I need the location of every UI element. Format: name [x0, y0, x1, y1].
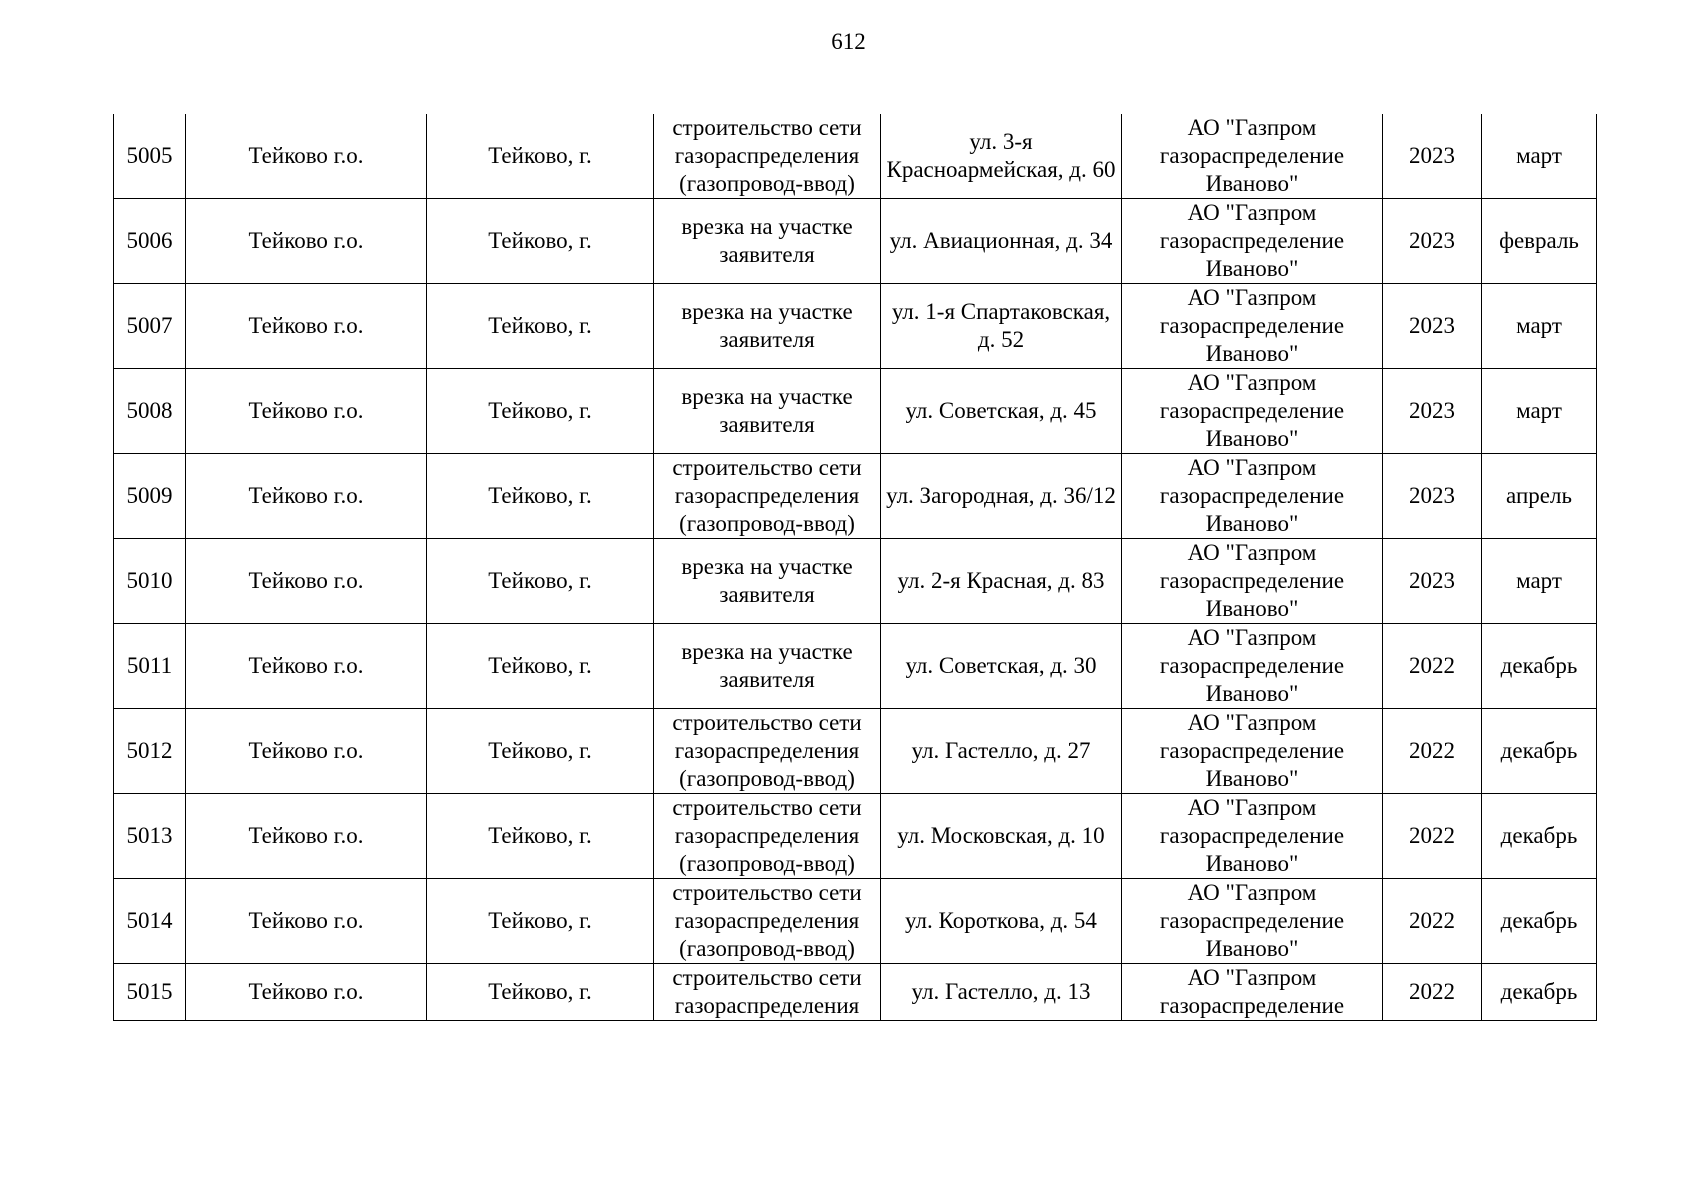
table-row: [114, 709, 1597, 794]
organization-cell-text: АО "Газпром газораспределение Иваново": [1159, 625, 1345, 706]
row-number-cell-text: 5013: [126, 823, 173, 848]
district-cell: [186, 369, 427, 454]
work-type-cell-text: врезка на участке заявителя: [681, 384, 853, 437]
work-type-cell-text: строительство сети газораспределения: [672, 965, 862, 1018]
year-cell-text: 2022: [1409, 823, 1455, 848]
row-number-cell-text: 5012: [126, 738, 173, 763]
district-cell: [186, 199, 427, 284]
row-number-cell-text: 5011: [126, 653, 173, 678]
address-cell-text: ул. Авиационная, д. 34: [889, 228, 1113, 253]
address-cell-text: ул. Гастелло, д. 13: [911, 979, 1091, 1004]
work-type-cell: [654, 114, 881, 199]
district-cell: [186, 879, 427, 964]
row-number-cell: [114, 964, 186, 1021]
table-row: [114, 879, 1597, 964]
month-cell-text: февраль: [1499, 228, 1579, 253]
district-cell: [186, 624, 427, 709]
address-cell-text: ул. Загородная, д. 36/12: [886, 483, 1116, 508]
locality-cell: [427, 879, 654, 964]
table-row: [114, 284, 1597, 369]
month-cell: [1482, 114, 1597, 199]
year-cell: [1383, 539, 1482, 624]
locality-cell: [427, 369, 654, 454]
table-row: [114, 964, 1597, 1021]
work-type-cell-text: строительство сети газораспределения (газопровод-ввод): [672, 795, 862, 876]
row-number-cell: [114, 879, 186, 964]
month-cell-text: декабрь: [1500, 979, 1578, 1004]
row-number-cell-text: 5009: [126, 483, 173, 508]
organization-cell: [1122, 199, 1383, 284]
locality-cell: [427, 114, 654, 199]
works-table: [113, 114, 1597, 1021]
address-cell: [881, 114, 1122, 199]
month-cell: [1482, 794, 1597, 879]
year-cell-text: 2023: [1409, 568, 1455, 593]
locality-cell-text: Тейково, г.: [488, 483, 592, 508]
locality-cell-text: Тейково, г.: [488, 979, 592, 1004]
district-cell-text: Тейково г.о.: [248, 823, 364, 848]
work-type-cell-text: врезка на участке заявителя: [681, 639, 853, 692]
organization-cell: [1122, 454, 1383, 539]
month-cell-text: декабрь: [1500, 908, 1578, 933]
locality-cell-text: Тейково, г.: [488, 823, 592, 848]
year-cell-text: 2023: [1409, 313, 1455, 338]
district-cell-text: Тейково г.о.: [248, 979, 364, 1004]
year-cell-text: 2022: [1409, 738, 1455, 763]
district-cell-text: Тейково г.о.: [248, 483, 364, 508]
district-cell-text: Тейково г.о.: [248, 228, 364, 253]
month-cell: [1482, 879, 1597, 964]
organization-cell-text: АО "Газпром газораспределение Иваново": [1159, 115, 1345, 196]
locality-cell: [427, 539, 654, 624]
address-cell-text: ул. Советская, д. 30: [905, 653, 1097, 678]
organization-cell-text: АО "Газпром газораспределение Иваново": [1159, 795, 1345, 876]
year-cell: [1383, 369, 1482, 454]
locality-cell-text: Тейково, г.: [488, 398, 592, 423]
locality-cell-text: Тейково, г.: [488, 228, 592, 253]
district-cell: [186, 964, 427, 1021]
address-cell-text: ул. Короткова, д. 54: [905, 908, 1097, 933]
row-number-cell: [114, 114, 186, 199]
month-cell: [1482, 454, 1597, 539]
work-type-cell: [654, 794, 881, 879]
district-cell: [186, 794, 427, 879]
locality-cell: [427, 709, 654, 794]
work-type-cell: [654, 199, 881, 284]
month-cell: [1482, 624, 1597, 709]
month-cell: [1482, 964, 1597, 1021]
work-type-cell: [654, 624, 881, 709]
organization-cell-text: АО "Газпром газораспределение Иваново": [1159, 540, 1345, 621]
locality-cell: [427, 284, 654, 369]
district-cell-text: Тейково г.о.: [248, 313, 364, 338]
year-cell: [1383, 794, 1482, 879]
organization-cell-text: АО "Газпром газораспределение Иваново": [1159, 200, 1345, 281]
district-cell-text: Тейково г.о.: [248, 143, 364, 168]
work-type-cell: [654, 539, 881, 624]
work-type-cell-text: врезка на участке заявителя: [681, 554, 853, 607]
district-cell-text: Тейково г.о.: [248, 568, 364, 593]
organization-cell-text: АО "Газпром газораспределение Иваново": [1159, 455, 1345, 536]
locality-cell-text: Тейково, г.: [488, 908, 592, 933]
work-type-cell: [654, 454, 881, 539]
year-cell-text: 2023: [1409, 228, 1455, 253]
year-cell-text: 2022: [1409, 979, 1455, 1004]
row-number-cell: [114, 539, 186, 624]
work-type-cell: [654, 879, 881, 964]
row-number-cell: [114, 369, 186, 454]
organization-cell-text: АО "Газпром газораспределение Иваново": [1159, 710, 1345, 791]
month-cell: [1482, 284, 1597, 369]
locality-cell: [427, 964, 654, 1021]
address-cell-text: ул. Гастелло, д. 27: [911, 738, 1091, 763]
organization-cell-text: АО "Газпром газораспределение Иваново": [1159, 285, 1345, 366]
month-cell-text: март: [1516, 313, 1562, 338]
address-cell: [881, 709, 1122, 794]
district-cell: [186, 114, 427, 199]
locality-cell: [427, 199, 654, 284]
month-cell-text: март: [1516, 568, 1562, 593]
organization-cell: [1122, 794, 1383, 879]
address-cell-text: ул. 1-я Спартаковская, д. 52: [891, 299, 1111, 352]
address-cell: [881, 539, 1122, 624]
organization-cell: [1122, 879, 1383, 964]
work-type-cell-text: врезка на участке заявителя: [681, 214, 853, 267]
year-cell: [1383, 879, 1482, 964]
district-cell-text: Тейково г.о.: [248, 653, 364, 678]
address-cell: [881, 454, 1122, 539]
address-cell: [881, 879, 1122, 964]
locality-cell: [427, 624, 654, 709]
year-cell-text: 2022: [1409, 908, 1455, 933]
locality-cell-text: Тейково, г.: [488, 653, 592, 678]
year-cell: [1383, 284, 1482, 369]
row-number-cell-text: 5015: [126, 979, 173, 1004]
year-cell-text: 2023: [1409, 483, 1455, 508]
table-row: [114, 369, 1597, 454]
work-type-cell: [654, 709, 881, 794]
month-cell: [1482, 539, 1597, 624]
address-cell: [881, 284, 1122, 369]
row-number-cell: [114, 199, 186, 284]
work-type-cell: [654, 964, 881, 1021]
locality-cell-text: Тейково, г.: [488, 313, 592, 338]
locality-cell-text: Тейково, г.: [488, 568, 592, 593]
year-cell: [1383, 199, 1482, 284]
month-cell: [1482, 369, 1597, 454]
year-cell: [1383, 454, 1482, 539]
organization-cell-text: АО "Газпром газораспределение Иваново": [1159, 370, 1345, 451]
district-cell-text: Тейково г.о.: [248, 908, 364, 933]
address-cell: [881, 624, 1122, 709]
address-cell-text: ул. 2-я Красная, д. 83: [897, 568, 1105, 593]
month-cell-text: декабрь: [1500, 823, 1578, 848]
address-cell-text: ул. Советская, д. 45: [905, 398, 1097, 423]
row-number-cell-text: 5010: [126, 568, 173, 593]
address-cell: [881, 199, 1122, 284]
year-cell-text: 2023: [1409, 398, 1455, 423]
row-number-cell-text: 5008: [126, 398, 173, 423]
row-number-cell: [114, 454, 186, 539]
locality-cell: [427, 794, 654, 879]
district-cell-text: Тейково г.о.: [248, 738, 364, 763]
district-cell-text: Тейково г.о.: [248, 398, 364, 423]
address-cell-text: ул. 3-я Красноармейская, д. 60: [886, 129, 1116, 182]
row-number-cell: [114, 709, 186, 794]
organization-cell-text: АО "Газпром газораспределение: [1159, 965, 1345, 1018]
month-cell-text: апрель: [1506, 483, 1572, 508]
row-number-cell: [114, 794, 186, 879]
work-type-cell-text: врезка на участке заявителя: [681, 299, 853, 352]
row-number-cell: [114, 624, 186, 709]
row-number-cell-text: 5014: [126, 908, 173, 933]
organization-cell: [1122, 539, 1383, 624]
work-type-cell-text: строительство сети газораспределения (газопровод-ввод): [672, 455, 862, 536]
year-cell-text: 2023: [1409, 143, 1455, 168]
month-cell-text: декабрь: [1500, 653, 1578, 678]
month-cell-text: март: [1516, 398, 1562, 423]
table-row: [114, 539, 1597, 624]
organization-cell: [1122, 114, 1383, 199]
district-cell: [186, 284, 427, 369]
table-row: [114, 624, 1597, 709]
work-type-cell: [654, 284, 881, 369]
table-row: [114, 794, 1597, 879]
table-row: [114, 114, 1597, 199]
month-cell: [1482, 199, 1597, 284]
work-type-cell-text: строительство сети газораспределения (газопровод-ввод): [672, 710, 862, 791]
organization-cell-text: АО "Газпром газораспределение Иваново": [1159, 880, 1345, 961]
address-cell: [881, 964, 1122, 1021]
table-body: [114, 114, 1597, 1021]
district-cell: [186, 539, 427, 624]
year-cell: [1383, 624, 1482, 709]
organization-cell: [1122, 284, 1383, 369]
row-number-cell-text: 5007: [126, 313, 173, 338]
locality-cell-text: Тейково, г.: [488, 143, 592, 168]
organization-cell: [1122, 624, 1383, 709]
district-cell: [186, 454, 427, 539]
row-number-cell-text: 5006: [126, 228, 173, 253]
address-cell: [881, 369, 1122, 454]
work-type-cell-text: строительство сети газораспределения (газопровод-ввод): [672, 115, 862, 196]
locality-cell: [427, 454, 654, 539]
locality-cell-text: Тейково, г.: [488, 738, 592, 763]
table-row: [114, 199, 1597, 284]
year-cell-text: 2022: [1409, 653, 1455, 678]
year-cell: [1383, 709, 1482, 794]
address-cell-text: ул. Московская, д. 10: [897, 823, 1105, 848]
month-cell-text: март: [1516, 143, 1562, 168]
organization-cell: [1122, 369, 1383, 454]
organization-cell: [1122, 964, 1383, 1021]
work-type-cell: [654, 369, 881, 454]
row-number-cell: [114, 284, 186, 369]
organization-cell: [1122, 709, 1383, 794]
page-number: 612: [831, 29, 866, 54]
year-cell: [1383, 964, 1482, 1021]
year-cell: [1383, 114, 1482, 199]
table-row: [114, 454, 1597, 539]
address-cell: [881, 794, 1122, 879]
row-number-cell-text: 5005: [126, 143, 173, 168]
month-cell-text: декабрь: [1500, 738, 1578, 763]
month-cell: [1482, 709, 1597, 794]
work-type-cell-text: строительство сети газораспределения (газопровод-ввод): [672, 880, 862, 961]
district-cell: [186, 709, 427, 794]
